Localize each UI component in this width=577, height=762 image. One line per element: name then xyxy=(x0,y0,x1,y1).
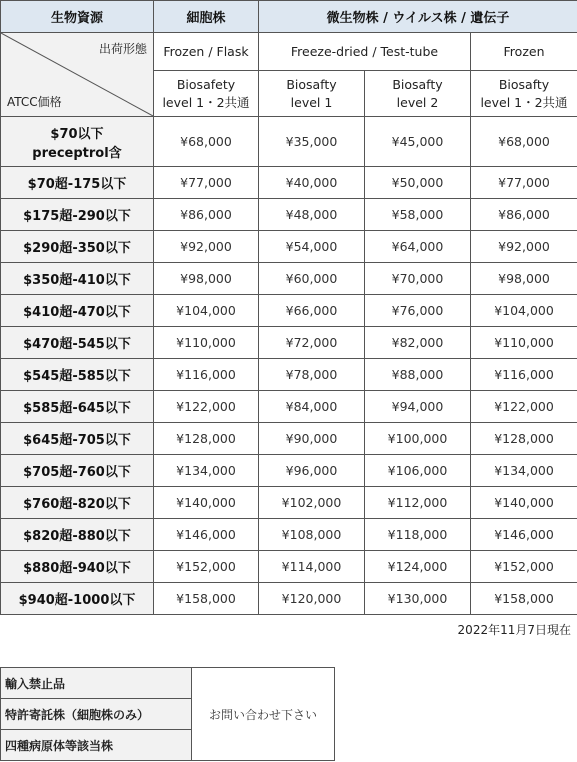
diagonal-header-cell xyxy=(1,33,154,117)
price-cell-cell-line: ¥98,000 xyxy=(154,263,259,295)
restrictions-table xyxy=(0,667,335,761)
form-row xyxy=(1,33,577,71)
level-1-line-2: level 1・2共通 xyxy=(162,94,250,110)
price-range-label: $410超-470以下 xyxy=(1,295,154,327)
price-cell-frozen: ¥134,000 xyxy=(471,455,577,487)
price-cell-frozen: ¥68,000 xyxy=(471,117,577,167)
price-cell-cell-line: ¥128,000 xyxy=(154,423,259,455)
price-cell-level-1: ¥78,000 xyxy=(259,359,365,391)
price-cell-frozen: ¥86,000 xyxy=(471,199,577,231)
restriction-label-patent-deposit: 特許寄託株（細胞株のみ） xyxy=(1,699,192,730)
price-range: $70以下 xyxy=(50,126,104,142)
price-cell-level-1: ¥96,000 xyxy=(259,455,365,487)
price-cell-frozen: ¥140,000 xyxy=(471,487,577,519)
price-range-label: $585超-645以下 xyxy=(1,391,154,423)
level-3-line-2: level 2 xyxy=(396,94,439,110)
price-cell-level-1: ¥48,000 xyxy=(259,199,365,231)
price-range-label: $880超-940以下 xyxy=(1,551,154,583)
price-range-label: $70超-175以下 xyxy=(1,167,154,199)
level-4-line-1: Biosafty xyxy=(498,76,550,92)
level-2-line-1: Biosafty xyxy=(286,76,337,92)
price-cell-level-2: ¥82,000 xyxy=(365,327,471,359)
restriction-label-class4-pathogen: 四種病原体等該当株 xyxy=(1,730,192,761)
atcc-price-label: ATCC価格 xyxy=(7,95,62,109)
price-cell-level-1: ¥108,000 xyxy=(259,519,365,551)
price-cell-cell-line: ¥77,000 xyxy=(154,167,259,199)
price-row xyxy=(1,551,577,583)
price-range-label: $705超-760以下 xyxy=(1,455,154,487)
price-range-label: $820超-880以下 xyxy=(1,519,154,551)
price-range-label: $175超-290以下 xyxy=(1,199,154,231)
price-cell-level-2: ¥124,000 xyxy=(365,551,471,583)
price-range-label xyxy=(1,117,154,167)
price-cell-frozen: ¥110,000 xyxy=(471,327,577,359)
price-cell-cell-line: ¥104,000 xyxy=(154,295,259,327)
price-cell-frozen: ¥92,000 xyxy=(471,231,577,263)
price-cell-level-1: ¥114,000 xyxy=(259,551,365,583)
price-range-label: $940超-1000以下 xyxy=(1,583,154,615)
price-cell-cell-line: ¥110,000 xyxy=(154,327,259,359)
header-resource: 生物資源 xyxy=(1,1,154,33)
price-cell-level-1: ¥54,000 xyxy=(259,231,365,263)
price-cell-level-2: ¥130,000 xyxy=(365,583,471,615)
price-cell-cell-line: ¥68,000 xyxy=(154,117,259,167)
price-row xyxy=(1,423,577,455)
price-row xyxy=(1,263,577,295)
price-row xyxy=(1,391,577,423)
level-cell-4 xyxy=(471,71,577,117)
as-of-date: 2022年11月7日現在 xyxy=(457,623,571,637)
price-cell-level-2: ¥106,000 xyxy=(365,455,471,487)
price-cell-cell-line: ¥146,000 xyxy=(154,519,259,551)
price-cell-frozen: ¥158,000 xyxy=(471,583,577,615)
price-cell-level-2: ¥112,000 xyxy=(365,487,471,519)
price-cell-level-1: ¥102,000 xyxy=(259,487,365,519)
price-row xyxy=(1,583,577,615)
price-cell-frozen: ¥152,000 xyxy=(471,551,577,583)
form-frozen: Frozen xyxy=(471,33,577,71)
price-row xyxy=(1,455,577,487)
price-row xyxy=(1,167,577,199)
price-range-label: $350超-410以下 xyxy=(1,263,154,295)
shipping-form-label: 出荷形態 xyxy=(98,42,147,56)
price-cell-level-2: ¥76,000 xyxy=(365,295,471,327)
price-range-label: $545超-585以下 xyxy=(1,359,154,391)
level-cell-3 xyxy=(365,71,471,117)
price-row xyxy=(1,231,577,263)
form-frozen-flask: Frozen / Flask xyxy=(154,33,259,71)
level-cell-1 xyxy=(154,71,259,117)
header-row xyxy=(1,1,577,33)
price-cell-level-2: ¥58,000 xyxy=(365,199,471,231)
price-cell-frozen: ¥146,000 xyxy=(471,519,577,551)
level-4-line-2: level 1・2共通 xyxy=(480,94,568,110)
price-row xyxy=(1,295,577,327)
restriction-label-import-ban: 輸入禁止品 xyxy=(1,668,192,699)
price-cell-frozen: ¥77,000 xyxy=(471,167,577,199)
price-cell-level-2: ¥88,000 xyxy=(365,359,471,391)
price-cell-cell-line: ¥158,000 xyxy=(154,583,259,615)
price-cell-level-2: ¥70,000 xyxy=(365,263,471,295)
level-2-line-2: level 1 xyxy=(290,94,333,110)
price-cell-cell-line: ¥152,000 xyxy=(154,551,259,583)
price-cell-frozen: ¥98,000 xyxy=(471,263,577,295)
form-freeze-dried: Freeze-dried / Test-tube xyxy=(259,33,471,71)
price-cell-cell-line: ¥140,000 xyxy=(154,487,259,519)
price-cell-level-1: ¥35,000 xyxy=(259,117,365,167)
price-cell-cell-line: ¥134,000 xyxy=(154,455,259,487)
price-cell-level-1: ¥40,000 xyxy=(259,167,365,199)
price-cell-frozen: ¥116,000 xyxy=(471,359,577,391)
level-3-line-1: Biosafty xyxy=(392,76,443,92)
price-cell-level-2: ¥100,000 xyxy=(365,423,471,455)
price-range-label: $290超-350以下 xyxy=(1,231,154,263)
restriction-row xyxy=(1,668,335,699)
price-range-label: $645超-705以下 xyxy=(1,423,154,455)
price-cell-level-2: ¥64,000 xyxy=(365,231,471,263)
price-row xyxy=(1,359,577,391)
price-row xyxy=(1,487,577,519)
header-microbes: 微生物株 / ウイルス株 / 遺伝子 xyxy=(259,1,577,33)
price-cell-frozen: ¥122,000 xyxy=(471,391,577,423)
price-cell-frozen: ¥104,000 xyxy=(471,295,577,327)
price-cell-level-2: ¥118,000 xyxy=(365,519,471,551)
price-cell-cell-line: ¥86,000 xyxy=(154,199,259,231)
price-cell-cell-line: ¥122,000 xyxy=(154,391,259,423)
level-1-line-1: Biosafety xyxy=(176,76,236,92)
price-cell-level-1: ¥66,000 xyxy=(259,295,365,327)
price-row xyxy=(1,327,577,359)
level-cell-2 xyxy=(259,71,365,117)
price-cell-level-1: ¥60,000 xyxy=(259,263,365,295)
price-range-note: preceptrol含 xyxy=(32,145,122,161)
price-row xyxy=(1,519,577,551)
header-cell-lines: 細胞株 xyxy=(154,1,259,33)
price-row xyxy=(1,199,577,231)
price-cell-level-2: ¥94,000 xyxy=(365,391,471,423)
price-cell-level-1: ¥72,000 xyxy=(259,327,365,359)
price-cell-level-1: ¥120,000 xyxy=(259,583,365,615)
price-cell-cell-line: ¥92,000 xyxy=(154,231,259,263)
price-cell-level-1: ¥90,000 xyxy=(259,423,365,455)
price-cell-level-2: ¥45,000 xyxy=(365,117,471,167)
price-cell-frozen: ¥128,000 xyxy=(471,423,577,455)
price-cell-level-1: ¥84,000 xyxy=(259,391,365,423)
contact-note: お問い合わせ下さい xyxy=(192,668,335,761)
price-cell-level-2: ¥50,000 xyxy=(365,167,471,199)
price-range-label: $760超-820以下 xyxy=(1,487,154,519)
price-cell-cell-line: ¥116,000 xyxy=(154,359,259,391)
price-range-label: $470超-545以下 xyxy=(1,327,154,359)
price-row xyxy=(1,117,577,167)
